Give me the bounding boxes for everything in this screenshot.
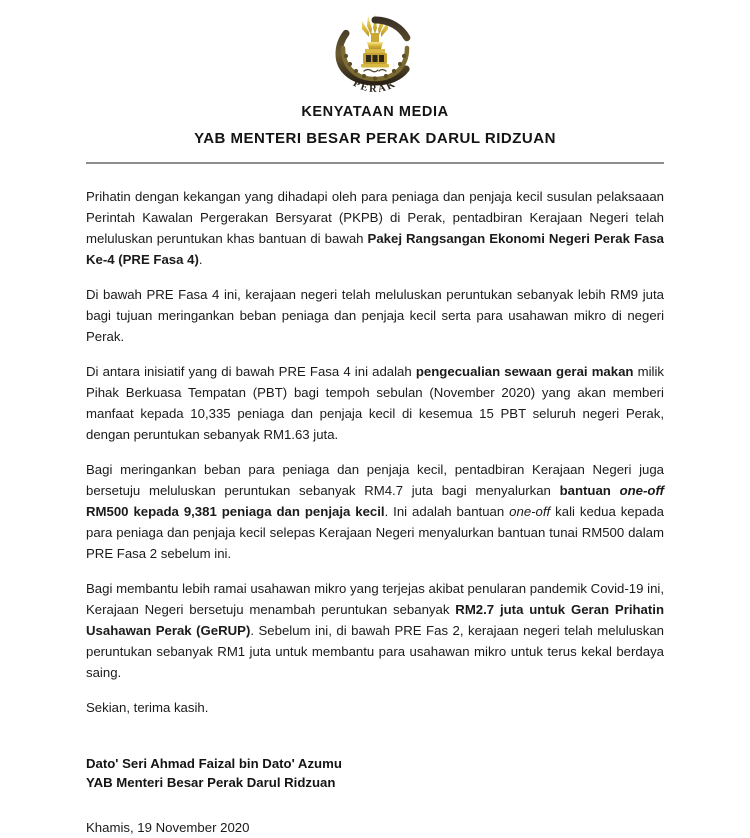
document-body [86,164,664,838]
paragraph-2: Di bawah PRE Fasa 4 ini, kerajaan negeri telah meluluskan peruntukan sebanyak lebih RM9 juta bagi tujuan meringankan beban peniaga dan penjaja kecil serta para usahawan mikro di negeri Perak. [86,287,664,344]
paragraph-4: Bagi meringankan beban para peniaga dan penjaja kecil, pentadbiran Kerajaan Negeri juga bersetuju meluluskan peruntukan sebanyak RM4.7 juta bagi menyalurkan bantuan one-off RM500 kepada 9,381 peniaga dan penjaja kecil. Ini adalah bantuan one-off kali kedua kepada para peniaga dan penjaja kecil selepas Kerajaan Negeri menyalurkan bantuan tunai RM500 dalam PRE Fasa 2 sebelum ini. [86,462,664,561]
closing-line: Sekian, terima kasih. [86,700,209,715]
crest-container [0,0,750,96]
signature-block [86,754,664,792]
header-title-line1: KENYATAAN MEDIA [301,104,449,120]
statement-date: Khamis, 19 November 2020 [86,820,250,835]
paragraph-1: Prihatin dengan kekangan yang dihadapi oleh para peniaga dan penjaja kecil susulan pelaksaaan Perintah Kawalan Pergerakan Bersyarat (PKPB) di Perak, pentadbiran Kerajaan Negeri telah meluluskan peruntukan khas bantuan di bawah Pakej Rangsangan Ekonomi Negeri Perak Fasa Ke-4 (PRE Fasa 4). [86,189,665,267]
paragraph-3: Di antara inisiatif yang di bawah PRE Fasa 4 ini adalah pengecualian sewaan gerai makan milik Pihak Berkuasa Tempatan (PBT) bagi tempoh sebulan (November 2020) yang akan memberi manfaat kepada 10,335 peniaga dan penjaja kecil di kesemua 15 PBT seluruh negeri Perak, dengan peruntukan sebanyak RM1.63 juta. [86,364,664,442]
crest-label: PERAK [351,78,399,96]
header-title-line2: YAB MENTERI BESAR PERAK DARUL RIDZUAN [194,129,556,147]
perak-state-crest-icon [327,8,423,96]
paragraph-5: Bagi membantu lebih ramai usahawan mikro yang terjejas akibat penularan pandemik Covid-19 ini, Kerajaan Negeri bersetuju menambah peruntukan sebanyak RM2.7 juta untuk Geran Prihatin Usahawan Perak (GeRUP). Sebelum ini, di bawah PRE Fas 2, kerajaan negeri telah meluluskan peruntukan sebanyak RM1 juta untuk membantu para usahawan mikro untuk terus kekal berdaya saing. [86,581,664,680]
signatory-title: YAB Menteri Besar Perak Darul Ridzuan [86,775,336,790]
document-header [0,102,750,150]
signatory-name: Dato' Seri Ahmad Faizal bin Dato' Azumu [86,756,342,771]
